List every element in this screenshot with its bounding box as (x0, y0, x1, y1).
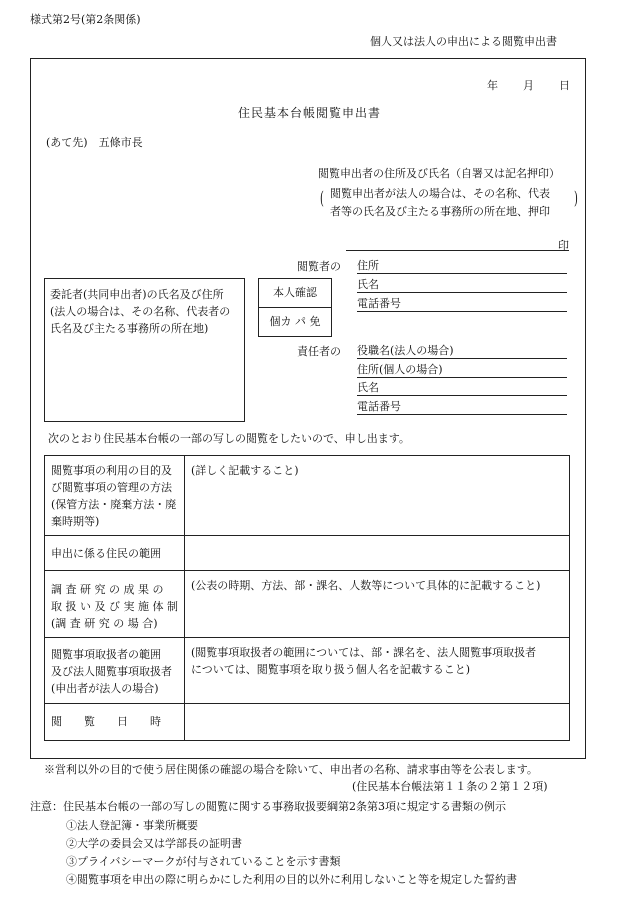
row-label-purpose: 閲覧事項の利用の目的及 び閲覧事項の管理の方法 (保管方法・廃棄方法・廃 棄時期等) (51, 464, 177, 528)
responsible-name-label: 氏名 (357, 381, 379, 394)
date-day: 日 (559, 79, 570, 92)
responsible-address-label: 住所(個人の場合) (357, 363, 443, 376)
table-row (45, 571, 569, 638)
viewer-phone-label: 電話番号 (357, 297, 401, 310)
responsible-name-field[interactable] (357, 382, 567, 396)
viewer-address-field[interactable] (357, 260, 567, 274)
form-title: 住民基本台帳閲覧申出書 (238, 106, 382, 120)
legal-reference: (住民基本台帳法第１１条の２第１２項) (352, 780, 548, 793)
resident-range-field[interactable] (191, 539, 561, 567)
handlers-content-field[interactable]: (閲覧事項取扱者の範囲については、部・課名を、法人閲覧事項取扱者 については、閲覧事項を取り扱う個人名を記載すること) (191, 646, 537, 676)
consignor-line2: (法人の場合は、その名称、代表者の (50, 305, 231, 318)
notes-item: ④閲覧事項を申出の際に明らかにした利用の目的以外に利用しないこと等を規定した誓約書 (66, 873, 517, 886)
row-label-handlers: 閲覧事項取扱者の範囲 及び法人閲覧事項取扱者 (申出者が法人の場合) (51, 648, 172, 695)
viewer-label: 閲覧者の (297, 260, 341, 273)
table-row (45, 456, 569, 536)
table-row (45, 704, 569, 740)
consignor-line1: 委託者(共同申出者)の氏名及び住所 (50, 288, 224, 301)
consignor-line3: 氏名及び主たる事務所の所在地) (50, 322, 209, 335)
document-subtitle: 個人又は法人の申出による閲覧申出書 (370, 35, 557, 48)
id-verify-divider (258, 307, 332, 308)
paren-left: ( (320, 188, 324, 209)
table-row (45, 536, 569, 571)
row-label-resident-range: 申出に係る住民の範囲 (51, 547, 161, 560)
notes-item: ③プライバシーマークが付与されていることを示す書類 (66, 855, 341, 868)
responsible-address-field[interactable] (357, 364, 567, 378)
applicant-heading: 閲覧申出者の住所及び氏名（自署又は記名押印） (318, 167, 560, 180)
request-table (44, 455, 570, 741)
id-types-label: 個カ パ 免 (269, 315, 321, 328)
disclosure-note: ※営利以外の目的で使う居住関係の確認の場合を除いて、申出者の名称、請求事由等を公表します。 (44, 763, 538, 776)
responsible-title-label: 役職名(法人の場合) (357, 344, 454, 357)
applicant-signature-line (346, 250, 569, 251)
row-label-research: 調 査 研 究 の 成 果 の 取 扱 い 及 び 実 施 体 制 (調 査 研 究 の 場 合) (51, 583, 178, 630)
date-year: 年 (487, 79, 498, 92)
purpose-content-field[interactable]: (詳しく記載すること) (191, 464, 299, 477)
applicant-note-line2: 者等の氏名及び主たる事務所の所在地、押印 (330, 205, 550, 218)
id-verify-label: 本人確認 (273, 286, 317, 299)
responsible-title-field[interactable] (357, 345, 567, 359)
notes-item: ①法人登記簿・事業所概要 (66, 819, 198, 832)
seal-mark: 印 (558, 239, 569, 252)
responsible-label: 責任者の (297, 345, 341, 358)
form-number: 様式第2号(第2条関係) (30, 13, 141, 26)
research-content-field[interactable]: (公表の時期、方法、部・課名、人数等について具体的に記載すること) (191, 579, 541, 592)
notes-item: ②大学の委員会又は学部長の証明書 (66, 837, 242, 850)
responsible-phone-field[interactable] (357, 401, 567, 415)
addressee: (あて先) 五條市長 (46, 136, 143, 149)
date-month: 月 (523, 79, 534, 92)
viewer-address-label: 住所 (357, 259, 379, 272)
viewer-phone-field[interactable] (357, 298, 567, 312)
request-sentence: 次のとおり住民基本台帳の一部の写しの閲覧をしたいので、申し出ます。 (48, 432, 410, 445)
viewer-name-field[interactable] (357, 279, 567, 293)
viewing-datetime-field[interactable] (191, 707, 561, 735)
notes-heading: 注意：住民基本台帳の一部の写しの閲覧に関する事務取扱要綱第2条第3項に規定する書類の例示 (30, 800, 506, 813)
row-label-viewing-datetime: 閲 覧 日 時 (51, 715, 161, 728)
viewer-name-label: 氏名 (357, 278, 379, 291)
paren-right: ) (574, 188, 578, 209)
responsible-phone-label: 電話番号 (357, 400, 401, 413)
applicant-note-line1: 閲覧申出者が法人の場合は、その名称、代表 (330, 187, 550, 200)
table-row (45, 638, 569, 704)
